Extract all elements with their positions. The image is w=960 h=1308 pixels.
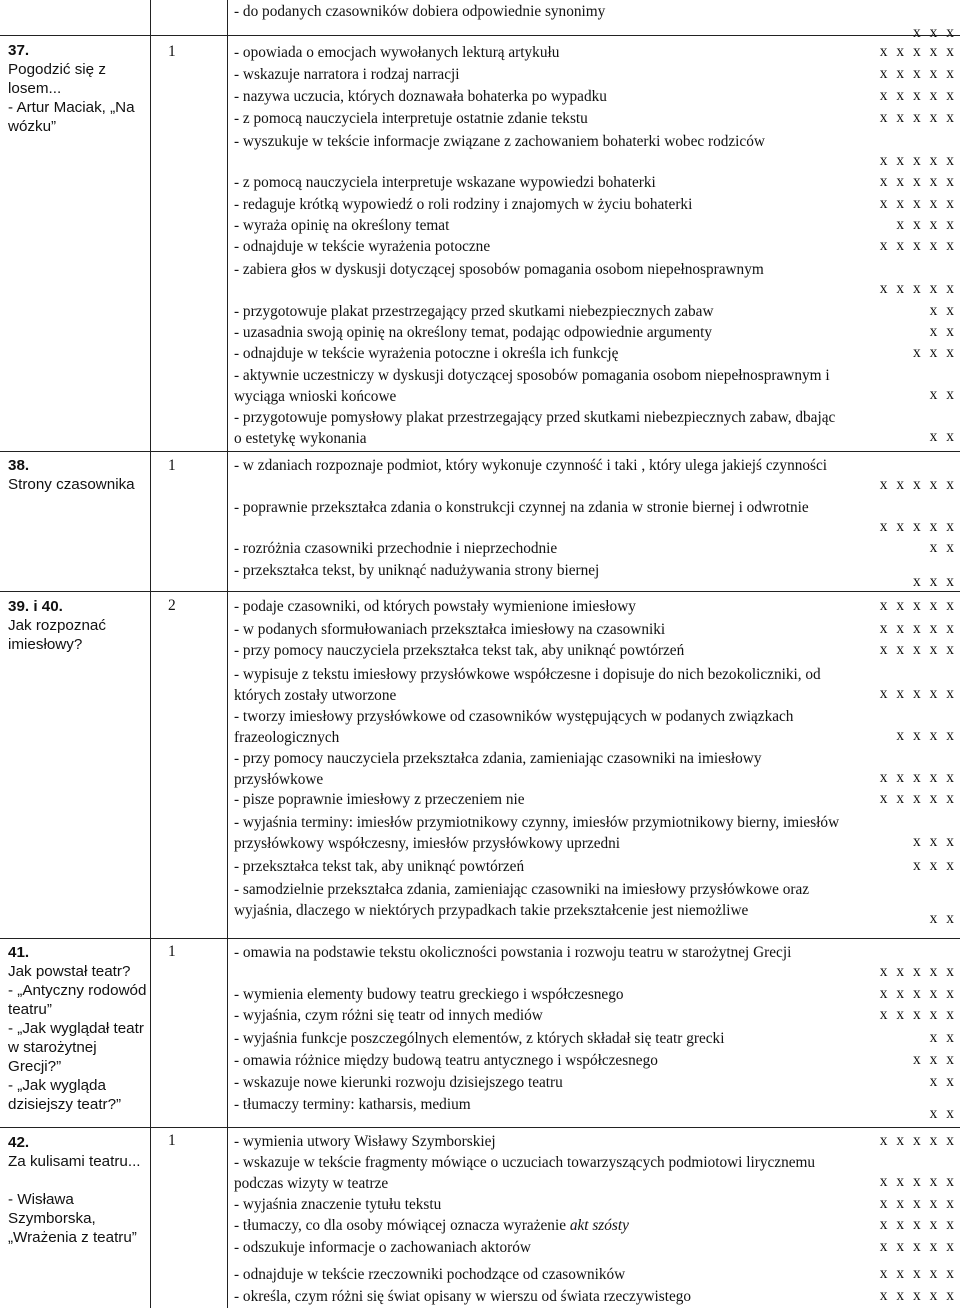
grade-marks: x x x x x: [879, 769, 954, 786]
grade-marks: x x x x: [896, 727, 954, 744]
grade-marks: x x x x x: [879, 65, 954, 82]
section-item: - „Jak wygląda dzisiejszy teatr?”: [8, 1077, 122, 1113]
grade-marks: x x: [929, 539, 954, 556]
section-42: [8, 1133, 148, 1247]
grade-marks: x x x x x: [879, 1132, 954, 1149]
requirement-text: - przekształca tekst, by uniknąć nadużywania strony biernej: [234, 562, 600, 579]
requirement-text: - wyszukuje w tekście informacje związane z zachowaniem bohaterki wobec rodziców: [234, 133, 765, 150]
section-37: [8, 41, 148, 136]
grade-marks: x x x x x: [879, 685, 954, 702]
requirement-text: - odnajduje w tekście wyrażenia potoczne i określa ich funkcję: [234, 345, 619, 362]
grade-marks: x x: [929, 1073, 954, 1090]
requirement-text: - poprawnie przekształca zdania o konstrukcji czynnej na zdania w stronie biernej i odwrotnie: [234, 499, 809, 516]
requirement-text: - opowiada o emocjach wywołanych lekturą artykułu: [234, 44, 560, 61]
grade-marks: x x x x x: [879, 620, 954, 637]
section-number: 39. i 40.: [8, 598, 63, 615]
grade-marks: x x x: [913, 833, 954, 850]
grade-marks: x x x x x: [879, 280, 954, 297]
section-title: Pogodzić się z losem...: [8, 61, 106, 97]
grade-marks: x x: [929, 1105, 954, 1122]
section-number: 38.: [8, 457, 30, 474]
requirement-text: - wskazuje w tekście fragmenty mówiące o uczuciach towarzyszących podmiotowi lirycznemu podczas wizyty w teatrze: [234, 1154, 816, 1192]
section-38: [8, 456, 148, 494]
requirement-text: - wyjaśnia znaczenie tytułu tekstu: [234, 1196, 442, 1213]
grade-marks: x x x x x: [879, 1006, 954, 1023]
grade-marks: x x x x: [896, 216, 954, 233]
section-item: - „Jak wyglądał teatr w starożytnej Grecji?”: [8, 1020, 144, 1075]
requirement-text: - odnajduje w tekście rzeczowniki pochodzące od czasowników: [234, 1266, 626, 1283]
requirement-text: - w podanych sformułowaniach przekształca imiesłowy na czasowniki: [234, 621, 666, 638]
grade-marks: x x: [929, 302, 954, 319]
section-title: Jak rozpoznać imiesłowy?: [8, 617, 106, 653]
requirement-text: - odszukuje informacje o zachowaniach aktorów: [234, 1239, 531, 1256]
requirement-text: - pisze poprawnie imiesłowy z przeczeniem nie: [234, 791, 525, 808]
requirement-text: - uzasadnia swoją opinię na określony temat, podając odpowiednie argumenty: [234, 324, 713, 341]
row-divider: [0, 591, 960, 592]
section-41: [8, 943, 148, 1114]
grade-marks: x x x x x: [879, 173, 954, 190]
grade-marks: x x x x x: [879, 109, 954, 126]
hours-value: 1: [168, 943, 176, 960]
section-item: - Artur Maciak, „Na wózku”: [8, 99, 135, 135]
grade-marks: x x: [929, 386, 954, 403]
grade-marks: x x: [929, 910, 954, 927]
requirement-text: - wyjaśnia funkcje poszczególnych elementów, z których składał się teatr grecki: [234, 1030, 725, 1047]
requirement-text: - zabiera głos w dyskusji dotyczącej sposobów pomagania osobom niepełnosprawnym: [234, 261, 764, 278]
requirement-text: - wyjaśnia, czym różni się teatr od innych mediów: [234, 1007, 543, 1024]
section-item: - „Antyczny rodowód teatru”: [8, 982, 147, 1018]
grade-marks: x x x x x: [879, 790, 954, 807]
requirement-text: - rozróżnia czasowniki przechodnie i nieprzechodnie: [234, 540, 558, 557]
requirement-text: - omawia różnice między budową teatru antycznego i współczesnego: [234, 1052, 658, 1069]
requirement-text: - tłumaczy, co dla osoby mówiącej oznacza wyrażenie akt szósty: [234, 1217, 629, 1234]
grade-marks: x x x x x: [879, 195, 954, 212]
requirement-text: - wyjaśnia terminy: imiesłów przymiotnikowy czynny, imiesłów przymiotnikowy bierny, imiesłów przysłówkowy współczesny, imiesłów przysłówkowy uprzedni: [234, 814, 840, 852]
grade-marks: x x x x x: [879, 1216, 954, 1233]
grade-marks: x x x: [913, 344, 954, 361]
grade-marks: x x: [929, 323, 954, 340]
grade-marks: x x x x x: [879, 237, 954, 254]
hours-value: 1: [168, 1132, 176, 1149]
grade-marks: x x x: [913, 857, 954, 874]
requirement-text: - omawia na podstawie tekstu okoliczności powstania i rozwoju teatru w starożytnej Grecji: [234, 944, 792, 961]
grade-marks: x x x x x: [879, 1195, 954, 1212]
requirement-text: - aktywnie uczestniczy w dyskusji dotyczącej sposobów pomagania osobom niepełnosprawnym i wyciąga wnioski końcowe: [234, 367, 830, 405]
requirement-text: - podaje czasowniki, od których powstały wymienione imiesłowy: [234, 598, 636, 615]
requirement-text: - do podanych czasowników dobiera odpowiednie synonimy: [234, 3, 606, 20]
grade-marks: x x x x x: [879, 43, 954, 60]
hours-value: 1: [168, 43, 176, 60]
column-divider-mid: [227, 0, 228, 1308]
requirement-text: - wyraża opinię na określony temat: [234, 217, 450, 234]
requirement-text: - odnajduje w tekście wyrażenia potoczne: [234, 238, 491, 255]
grade-marks: x x x x x: [879, 1238, 954, 1255]
grade-marks: x x x x x: [879, 985, 954, 1002]
column-divider-left: [150, 0, 151, 1308]
requirement-text: - wypisuje z tekstu imiesłowy przysłówkowe współczesne i dopisuje do nich bezokoliczniki, od których zostały utworzone: [234, 666, 821, 704]
grade-marks: x x x x x: [879, 518, 954, 535]
requirement-text: - określa, czym różni się świat opisany w wierszu od świata rzeczywistego: [234, 1288, 692, 1305]
grade-marks: x x x x x: [879, 1287, 954, 1304]
requirement-text: - przygotowuje pomysłowy plakat przestrzegający przed skutkami niebezpiecznych zabaw, dbając o estetykę wykonania: [234, 409, 836, 447]
requirement-text: - samodzielnie przekształca zdania, zamieniając czasowniki na imiesłowy przysłówkowe oraz wyjaśnia, dlaczego w niektórych przypadkach takie przekształcenie jest niemożliwe: [234, 881, 810, 919]
row-divider: [0, 1127, 960, 1128]
grade-marks: x x x x x: [879, 641, 954, 658]
requirement-text: - przy pomocy nauczyciela przekształca zdania, zamieniając czasowniki na imiesłowy przysłówkowe: [234, 750, 762, 788]
grade-marks: x x x: [913, 573, 954, 590]
section-item: - Wisława Szymborska, „Wrażenia z teatru”: [8, 1191, 137, 1246]
requirement-text: - przygotowuje plakat przestrzegający przed skutkami niebezpiecznych zabaw: [234, 303, 714, 320]
grade-marks: x x x: [913, 1051, 954, 1068]
section-39-40: [8, 597, 148, 654]
row-divider: [0, 451, 960, 452]
grade-marks: x x: [929, 1029, 954, 1046]
section-title: Jak powstał teatr?: [8, 963, 131, 980]
grade-marks: x x x x x: [879, 1173, 954, 1190]
requirement-text: - redaguje krótką wypowiedź o roli rodziny i znajomych w życiu bohaterki: [234, 196, 693, 213]
grade-marks: x x x x x: [879, 476, 954, 493]
grade-marks: x x x x x: [879, 87, 954, 104]
requirement-text: - tłumaczy terminy: katharsis, medium: [234, 1096, 471, 1113]
grade-marks: x x: [929, 428, 954, 445]
row-divider: [0, 938, 960, 939]
requirement-text: - wymienia utwory Wisławy Szymborskiej: [234, 1133, 496, 1150]
section-title: Strony czasownika: [8, 476, 135, 493]
requirement-text: - z pomocą nauczyciela interpretuje ostatnie zdanie tekstu: [234, 110, 588, 127]
hours-value: 2: [168, 597, 176, 614]
requirement-text: - przy pomocy nauczyciela przekształca tekst tak, aby uniknąć powtórzeń: [234, 642, 685, 659]
grade-marks: x x x x x: [879, 963, 954, 980]
requirement-text: - z pomocą nauczyciela interpretuje wskazane wypowiedzi bohaterki: [234, 174, 656, 191]
requirement-text: - wymienia elementy budowy teatru greckiego i współczesnego: [234, 986, 624, 1003]
requirement-text: - przekształca tekst tak, aby uniknąć powtórzeń: [234, 858, 525, 875]
requirement-text: - tworzy imiesłowy przysłówkowe od czasowników występujących w podanych związkach frazeologicznych: [234, 708, 794, 746]
hours-value: 1: [168, 457, 176, 474]
section-number: 41.: [8, 944, 30, 961]
requirement-text: - nazywa uczucia, których doznawała bohaterka po wypadku: [234, 88, 607, 105]
grade-marks: x x x: [913, 24, 954, 41]
requirement-text: - wskazuje narratora i rodzaj narracji: [234, 66, 460, 83]
section-title: Za kulisami teatru...: [8, 1153, 141, 1170]
row-divider: [0, 35, 960, 36]
grade-marks: x x x x x: [879, 597, 954, 614]
grade-marks: x x x x x: [879, 152, 954, 169]
section-number: 42.: [8, 1134, 30, 1151]
requirement-text: - wskazuje nowe kierunki rozwoju dzisiejszego teatru: [234, 1074, 563, 1091]
grade-marks: x x x x x: [879, 1265, 954, 1282]
section-number: 37.: [8, 42, 30, 59]
requirement-text: - w zdaniach rozpoznaje podmiot, który wykonuje czynność i taki , który ulega jakiejś czynności: [234, 457, 828, 474]
